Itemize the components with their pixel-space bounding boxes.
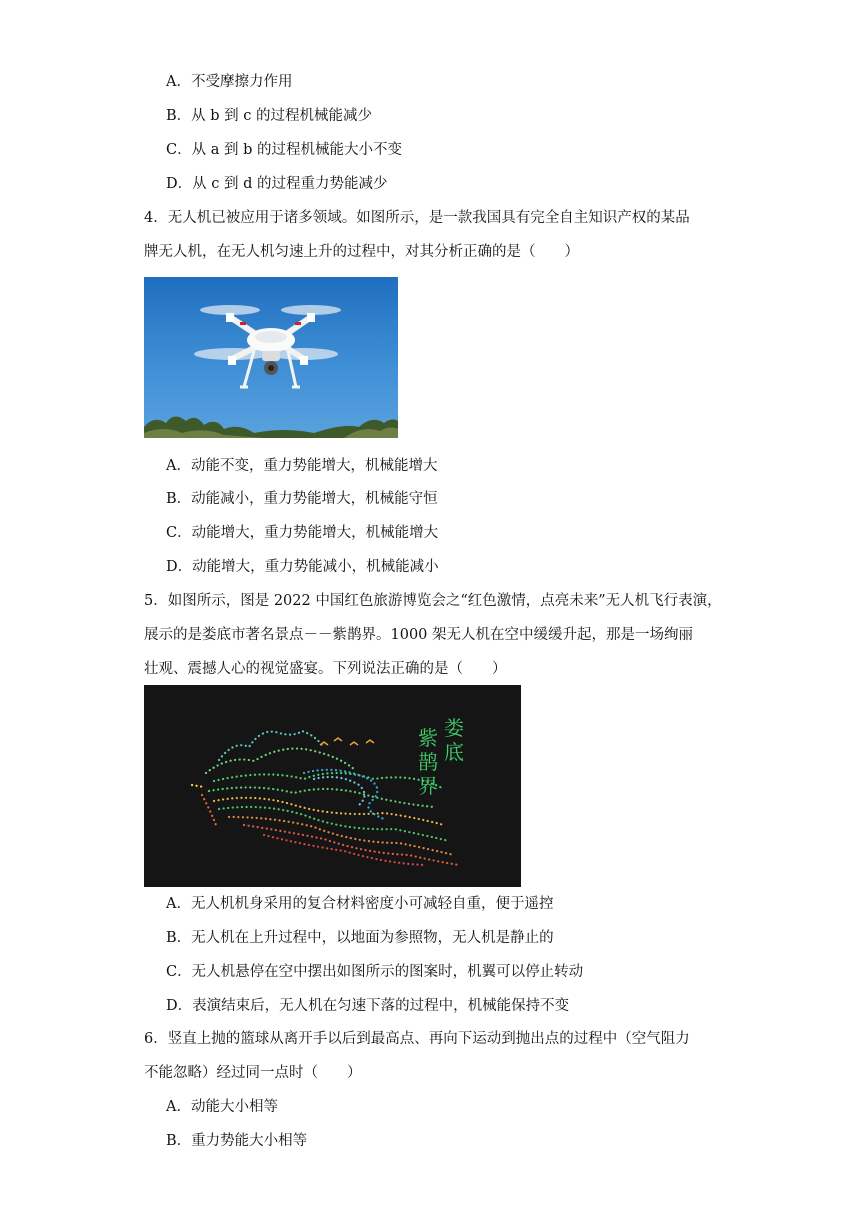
q4-stem-line-2: 牌无人机，在无人机匀速上升的过程中，对其分析正确的是（ ）: [144, 244, 579, 260]
q5-option-b: B．无人机在上升过程中，以地面为参照物，无人机是静止的: [166, 930, 554, 946]
q4-option-a: A．动能不变，重力势能增大，机械能增大: [166, 458, 438, 474]
q5-stem-line-3: 壮观、震撼人心的视觉盛宴。下列说法正确的是（ ）: [144, 661, 507, 677]
q6-option-a: A．动能大小相等: [166, 1099, 278, 1115]
q5-stem-line-1: 5．如图所示，图是 2022 中国红色旅游博览会之“红色激情，点亮未来”无人机飞行表演，: [144, 593, 722, 609]
drone-photo: [144, 277, 398, 438]
q3-option-b: B．从 b 到 c 的过程机械能减少: [166, 108, 372, 124]
q6-stem-line-1: 6．竖直上抛的篮球从离开手以后到最高点、再向下运动到抛出点的过程中（空气阻力: [144, 1031, 690, 1047]
q4-stem-line-1: 4．无人机已被应用于诸多领域。如图所示，是一款我国具有完全自主知识产权的某品: [144, 210, 690, 226]
light-show-illustration: [144, 685, 521, 887]
q6-option-b: B．重力势能大小相等: [166, 1133, 308, 1149]
drone-illustration: [144, 277, 398, 438]
q5-stem-line-2: 展示的是娄底市著名景点－－紫鹊界。1000 架无人机在空中缓缓升起，那是一场绚丽: [144, 627, 694, 643]
q3-option-d: D．从 c 到 d 的过程重力势能减少: [166, 176, 388, 192]
q5-option-d: D．表演结束后，无人机在匀速下落的过程中，机械能保持不变: [166, 998, 570, 1014]
light-show-calligraphy: 娄底紫鹊界: [418, 716, 464, 798]
q4-option-c: C．动能增大，重力势能增大，机械能增大: [166, 525, 439, 541]
q4-option-d: D．动能增大，重力势能减小，机械能减小: [166, 559, 439, 575]
drone-light-show-photo: [144, 685, 521, 887]
q3-option-a: A．不受摩擦力作用: [166, 74, 293, 90]
q3-option-c: C．从 a 到 b 的过程机械能大小不变: [166, 142, 402, 158]
q5-option-a: A．无人机机身采用的复合材料密度小可减轻自重，便于遥控: [166, 896, 554, 912]
q5-option-c: C．无人机悬停在空中摆出如图所示的图案时，机翼可以停止转动: [166, 964, 584, 980]
q4-option-b: B．动能减小，重力势能增大，机械能守恒: [166, 491, 438, 507]
q6-stem-line-2: 不能忽略）经过同一点时（ ）: [144, 1065, 362, 1081]
